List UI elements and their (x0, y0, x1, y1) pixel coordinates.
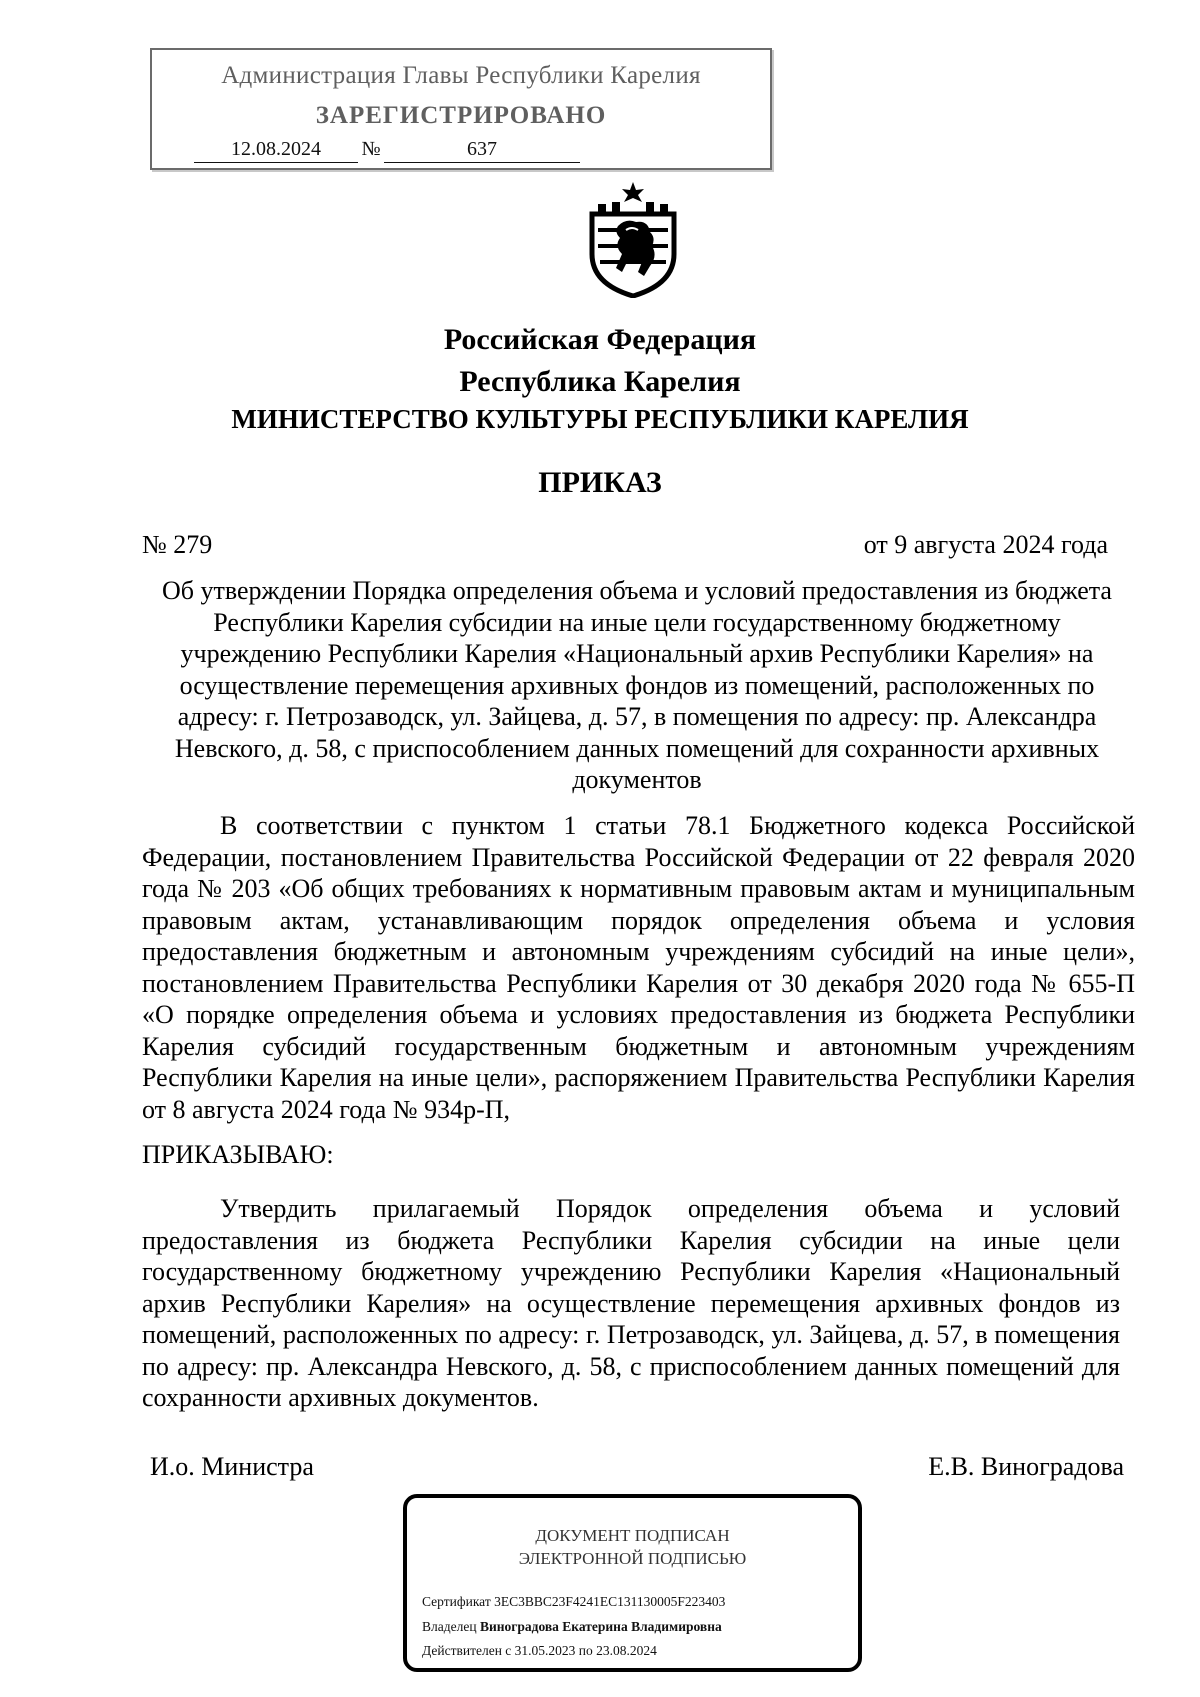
header-republic: Республика Карелия (459, 365, 741, 398)
signatory-name: Е.В. Виноградова (928, 1452, 1124, 1481)
esig-owner-label: Владелец (422, 1619, 477, 1634)
esig-valid-to: 23.08.2024 (596, 1643, 657, 1658)
esig-owner-value: Виноградова Екатерина Владимировна (479, 1619, 722, 1634)
registration-number-sign: № (361, 138, 381, 160)
document-number: № 279 (142, 530, 213, 559)
esig-validity-row (422, 1643, 657, 1659)
esig-valid-label: Действителен с (422, 1643, 512, 1658)
registration-stamp-authority: Администрация Главы Республики Карелия (221, 62, 701, 89)
esig-certificate-label: Сертификат (422, 1594, 491, 1609)
registration-stamp-status: ЗАРЕГИСТРИРОВАНО (315, 102, 607, 129)
document-type-title: ПРИКАЗ (538, 466, 662, 499)
karelia-coat-of-arms-icon (578, 180, 688, 298)
registration-stamp (150, 48, 772, 170)
esig-title-line2: ЭЛЕКТРОННОЙ ПОДПИСЬЮ (518, 1549, 747, 1568)
signatory-position: И.о. Министра (150, 1452, 314, 1481)
document-date: от 9 августа 2024 года (863, 530, 1108, 559)
esig-title-line1: ДОКУМЕНТ ПОДПИСАН (535, 1526, 730, 1545)
order-word: ПРИКАЗЫВАЮ: (142, 1140, 334, 1169)
registration-number: 637 (384, 136, 580, 163)
esig-certificate-value: 3EC3BBC23F4241EC131130005F223403 (494, 1594, 726, 1609)
header-country: Российская Федерация (443, 323, 757, 356)
esig-valid-to-label: по (578, 1643, 593, 1658)
document-preamble: В соответствии с пунктом 1 статьи 78.1 Бюджетного кодекса Российской Федерации, постановлением Правительства Российской Федерации от 22 февраля 2020 года № 203 «Об общих требованиях к нормативным правовым актам и муниципальным правовым актам, устанавливающим порядок определения объема и условия предоставления бюджетным и автономным учреждениям субсидий на иные цели», постановлением Правительства Республики Карелия от 30 декабря 2020 года № 655-П «О порядке определения объема и условиях предоставления из бюджета Республики Карелия субсидий государственным бюджетным и автономным учреждениям Республики Карелия на иные цели», распоряжением Правительства Республики Карелия от 8 августа 2024 года № 934р-П, (142, 811, 1135, 1124)
esig-valid-from: 31.05.2023 (514, 1643, 576, 1658)
esig-owner-row (422, 1619, 722, 1635)
document-subject: Об утверждении Порядка определения объема и условий предоставления из бюджета Республики Карелия субсидии на иные цели государственному бюджетному учреждению Республики Карелия «Национальный архив Республики Карелия» на осуществление перемещения архивных фондов из помещений, расположенных по адресу: г. Петрозаводск, ул. Зайцева, д. 57, в помещения по адресу: пр. Александра Невского, д. 58, с приспособлением данных помещений для сохранности архивных документов (162, 576, 1112, 794)
registration-stamp-row (152, 136, 772, 166)
electronic-signature-stamp (403, 1494, 862, 1672)
esig-certificate-row (422, 1594, 725, 1610)
header-ministry: МИНИСТЕРСТВО КУЛЬТУРЫ РЕСПУБЛИКИ КАРЕЛИЯ (231, 404, 969, 434)
order-text: Утвердить прилагаемый Порядок определения объема и условий предоставления из бюджета Республики Карелия субсидии на иные цели государственному бюджетному учреждению Республики Карелия «Национальный архив Республики Карелия» на осуществление перемещения архивных фондов из помещений, расположенных по адресу: г. Петрозаводск, ул. Зайцева, д. 57, в помещения по адресу: пр. Александра Невского, д. 58, с приспособлением данных помещений для сохранности архивных документов. (142, 1194, 1120, 1412)
registration-date: 12.08.2024 (194, 136, 358, 163)
